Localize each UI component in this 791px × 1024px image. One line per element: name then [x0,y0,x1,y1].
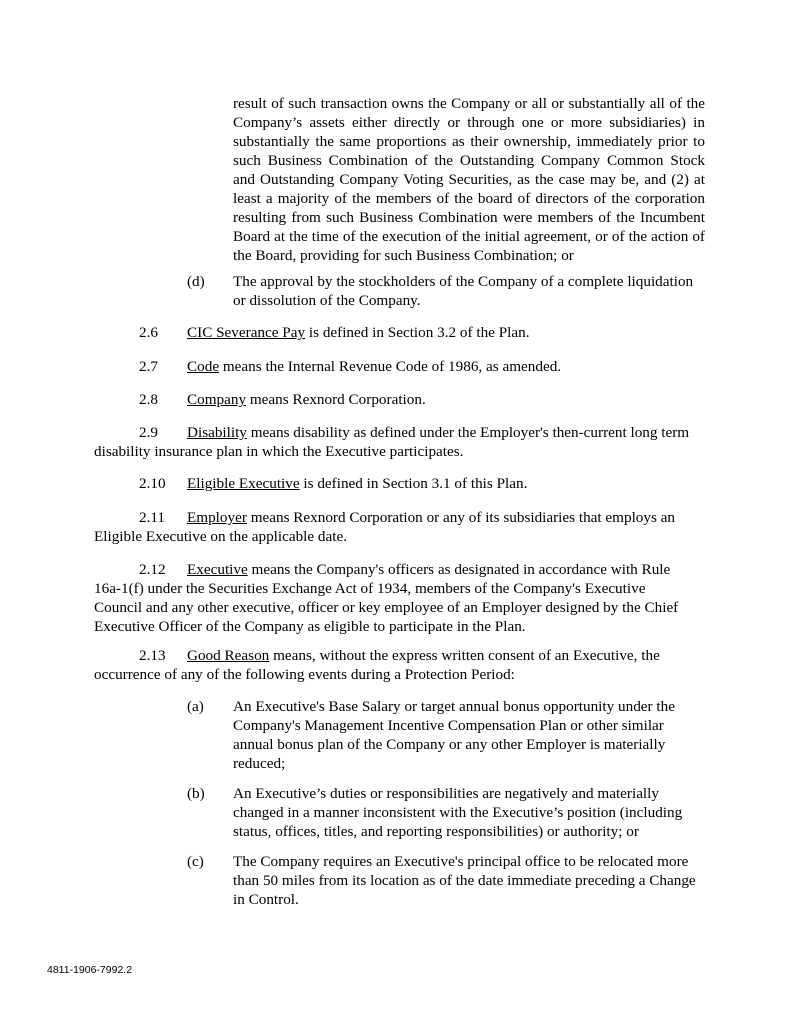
definition-number: 2.8 [139,391,158,408]
definition-term: Company [187,391,247,408]
definition-term: Executive [187,561,248,578]
definition-text: means Rexnord Corporation. [246,391,426,408]
definition-2-7 [94,357,694,376]
definition-number: 2.9 [139,424,158,441]
definition-text: is defined in Section 3.2 of the Plan. [305,324,530,341]
definition-number: 2.12 [139,561,166,578]
good-reason-item-text: The Company requires an Executive's principal office to be relocated more than 50 miles from its location as of the date immediate preceding a Change in Control. [233,853,696,908]
definition-2-13 [94,646,694,684]
definition-term: CIC Severance Pay [187,324,306,341]
item-d-label: (d) [187,273,205,290]
definition-number: 2.13 [139,647,166,664]
definition-text: means Rexnord Corporation or any of its subsidiaries that employs an Eligible Executive on the applicable date. [94,509,676,545]
item-d [187,272,703,310]
definition-number: 2.7 [139,358,158,375]
definition-2-6 [94,323,694,342]
good-reason-item-c [187,852,703,909]
definition-text: means, without the express written consent of an Executive, the occurrence of any of the following events during a Protection Period: [94,647,660,683]
definition-text: means disability as defined under the Employer's then-current long term disability insurance plan in which the Executive participates. [94,424,690,460]
document-id-footer: 4811-1906-7992.2 [47,964,133,976]
definition-text: is defined in Section 3.1 of this Plan. [299,475,528,492]
definition-term: Code [187,358,220,375]
definition-term: Eligible Executive [187,475,300,492]
definition-term: Employer [187,509,247,526]
definition-number: 2.6 [139,324,158,341]
good-reason-item-a [187,697,703,773]
definition-text: means the Company's officers as designated in accordance with Rule 16a-1(f) under the Securities Exchange Act of 1934, members of the Company's Executive Council and any other executive, officer or key employee of an Employer designed by the Chief Executive Officer of the Company as eligible to participate in the Plan. [94,561,679,635]
good-reason-item-label: (c) [187,853,204,870]
definition-number: 2.11 [139,509,166,526]
good-reason-item-label: (a) [187,698,204,715]
good-reason-item-label: (b) [187,785,205,802]
definition-term: Disability [187,424,247,441]
definition-text: means the Internal Revenue Code of 1986, as amended. [219,358,562,375]
good-reason-item-text: An Executive's Base Salary or target annual bonus opportunity under the Company's Management Incentive Compensation Plan or other similar annual bonus plan of the Company or any other Employer is materially reduced; [233,698,675,772]
definition-2-11 [94,508,694,546]
continuation-paragraph: result of such transaction owns the Company or all or substantially all of the Company’s assets either directly or through one or more subsidiaries) in substantially the same proportions as their ownership, immediately prior to such Business Combination of the Outstanding Company Common Stock and Outstanding Company Voting Securities, as the case may be, and (2) at least a majority of the members of the board of directors of the corporation resulting from such Business Combination were members of the Incumbent Board at the time of the execution of the initial agreement, or of the action of the Board, providing for such Business Combination; or [233,95,705,264]
definition-2-12 [94,560,694,636]
definition-2-8 [94,390,694,409]
definition-number: 2.10 [139,475,166,492]
good-reason-item-text: An Executive’s duties or responsibilities are negatively and materially changed in a manner inconsistent with the Executive’s position (including status, offices, titles, and reporting responsibilities) or authority; or [233,785,683,840]
good-reason-item-b [187,784,703,841]
item-d-text: The approval by the stockholders of the Company of a complete liquidation or dissolution of the Company. [233,273,694,309]
definition-term: Good Reason [187,647,270,664]
definition-2-10 [94,474,694,493]
definition-2-9 [94,423,694,461]
